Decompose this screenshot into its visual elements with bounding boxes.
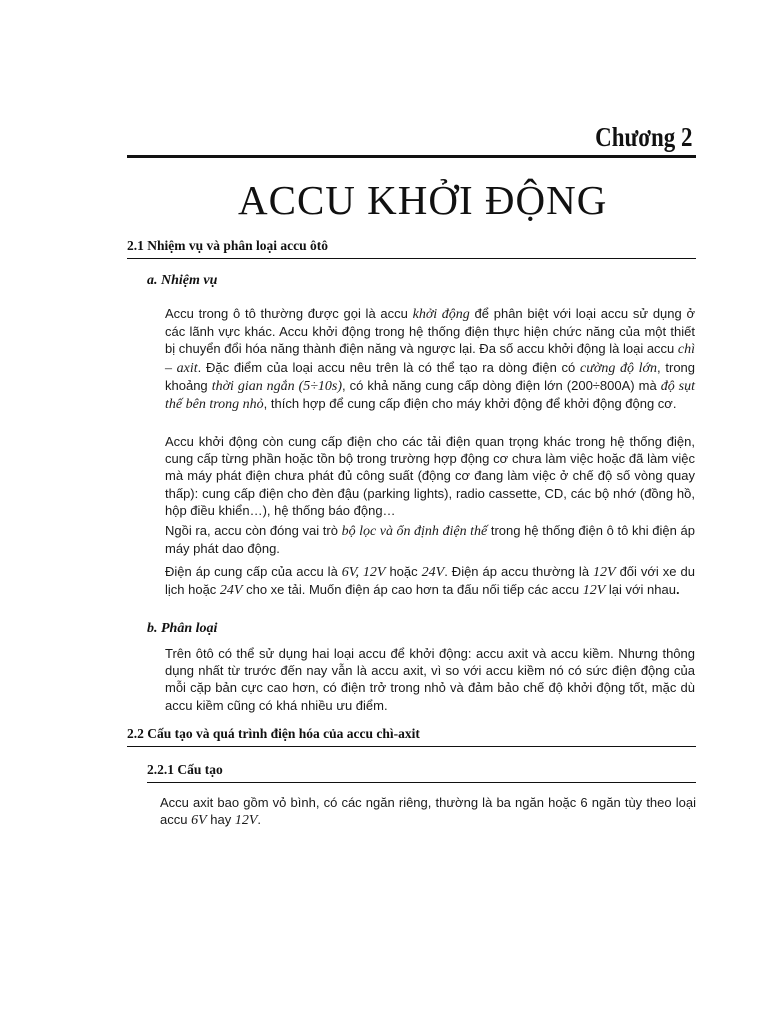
p6-text-1: Accu axit bao gồm vỏ bình, có các ngăn riêng, thường là ba ngăn hoặc 6 ngăn tùy theo loại accu <box>160 795 696 828</box>
subsection-b-heading: b. Phân loại <box>147 621 218 636</box>
p1-italic-1: khởi động <box>412 307 470 322</box>
p1-italic-3: cường độ lớn <box>580 360 658 376</box>
paragraph-4 <box>165 563 695 599</box>
p6-text-3: . <box>257 812 262 828</box>
p3-text-2: trong hệ thống điện ô tô khi điện áp máy phát dao động. <box>165 523 695 557</box>
paragraph-6 <box>160 794 696 829</box>
p1-text-3: . Đặc điểm của loại accu nêu trên là có thể tạo ra dòng điện có <box>197 359 581 375</box>
p1-text-6: , thích hợp để cung cấp điện cho máy khởi động để khởi động động cơ. <box>263 396 677 412</box>
p1-text-2: để phân biệt với loại accu sử dụng ở các lãnh vực khác. Accu khởi động trong hệ thống điện thực hiện chức năng của một thiết bị chuyển đổi hóa năng thành điện năng và ngược lại. Đa số accu khởi động là loại accu <box>165 306 695 357</box>
p6-italic-2: 12V <box>234 813 258 829</box>
subsection-a-heading: a. Nhiệm vụ <box>147 273 218 288</box>
p3-italic-1: bộ lọc và ổn định điện thế <box>341 524 488 539</box>
p4-text-2: hoặc <box>385 564 422 579</box>
paragraph-1 <box>165 305 695 413</box>
p4-text-6: lại với nhau <box>605 582 676 598</box>
section-2-1-heading: 2.1 Nhiệm vụ và phân loại accu ôtô <box>127 238 696 259</box>
p4-end-period: . <box>675 582 680 598</box>
section-2-2-heading: 2.2 Cấu tạo và quá trình điện hóa của accu chì-axit <box>127 726 696 747</box>
p1-italic-2: chì – axit <box>165 342 695 376</box>
p4-text-4: đối với xe du lịch hoặc <box>165 564 695 598</box>
p4-italic-1: 6V, 12V <box>341 565 386 580</box>
p4-italic-2: 24V <box>421 565 445 580</box>
paragraph-2: Accu khởi động còn cung cấp điện cho các tải điện quan trọng khác trong hệ thống điện, cung cấp từng phần hoặc tồn bộ trong trường hợp động cơ chưa làm việc hoặc đã làm việc mà máy phát điện chưa phát đủ công suất (động cơ đang làm việc ở chế độ số vòng quay thấp): cung cấp điện cho đèn đậu (parking lights), radio cassette, CD, các bộ nhớ (đồng hồ, hộp điều khiển…), hệ thống báo động… <box>165 434 695 518</box>
p4-text-3: . Điện áp accu thường là <box>444 564 594 579</box>
p1-text-4: , trong khoảng <box>165 359 696 393</box>
p1-italic-5: độ sụt thế bên trong nhỏ <box>165 378 695 413</box>
p4-text-1: Điện áp cung cấp của accu là <box>165 564 342 579</box>
p3-text-1: Ngồi ra, accu còn đóng vai trò <box>165 523 342 538</box>
chapter-rule <box>127 155 696 158</box>
p6-italic-1: 6V <box>191 813 207 829</box>
p1-italic-4: thời gian ngắn (5÷10s) <box>211 378 343 394</box>
p6-text-2: hay <box>206 812 235 828</box>
chapter-number: Chương 2 <box>594 122 692 152</box>
p4-italic-4: 24V <box>219 583 243 599</box>
p4-italic-5: 12V <box>582 583 606 599</box>
p1-text-1: Accu trong ô tô thường được gọi là accu <box>165 306 413 321</box>
p4-text-5: cho xe tải. Muốn điện áp cao hơn ta đấu nối tiếp các accu <box>242 582 583 598</box>
paragraph-5: Trên ôtô có thể sử dụng hai loại accu để khởi động: accu axit và accu kiềm. Nhưng thông dụng nhất từ trước đến nay vẫn là accu axit, vì so với accu kiềm nó có sức điện động của mỗi cặp bản cực cao hơn, có điện trở trong nhỏ và đảm bảo chế độ khởi động tốt, mặc dù accu kiềm cũng có khá nhiều ưu điểm. <box>165 646 695 713</box>
chapter-title: ACCU KHỞI ĐỘNG <box>238 177 608 223</box>
p1-text-5: , có khả năng cung cấp dòng điện lớn (200÷800A) mà <box>342 377 661 393</box>
section-2-2-1-heading: 2.2.1 Cấu tạo <box>147 762 696 783</box>
p4-italic-3: 12V <box>593 565 616 580</box>
paragraph-3 <box>165 522 695 557</box>
